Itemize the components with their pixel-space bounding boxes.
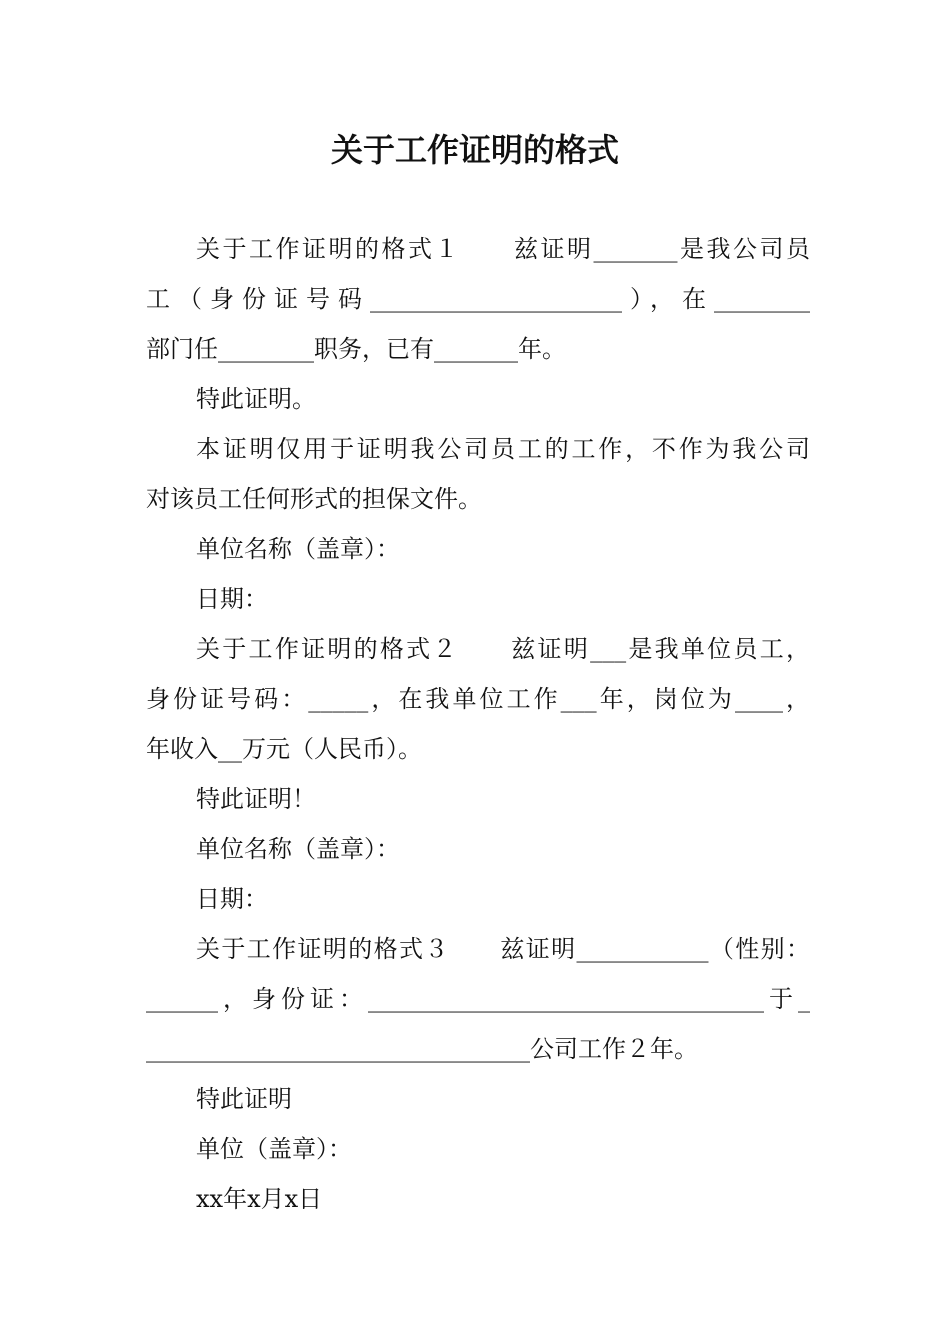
paragraph-line: 关于工作证明的格式２ 兹证明___是我单位员工， — [196, 635, 810, 663]
paragraph-line: 单位名称（盖章）： — [196, 835, 400, 863]
paragraph-line: 日期： — [196, 585, 268, 613]
paragraph-line: ________________________________公司工作２年。 — [146, 1035, 698, 1063]
paragraph-line: 单位（盖章）： — [196, 1135, 352, 1163]
paragraph-line: 本证明仅用于证明我公司员工的工作，不作为我公司 — [196, 435, 810, 463]
paragraph-line: 部门任________职务，已有_______年。 — [146, 335, 566, 363]
document-title: 关于工作证明的格式 — [330, 131, 619, 169]
paragraph-line: 对该员工任何形式的担保文件。 — [146, 485, 482, 513]
paragraph-line: 单位名称（盖章）： — [196, 535, 400, 563]
paragraph-line: 关于工作证明的格式３ 兹证明___________（性别： — [196, 935, 810, 963]
paragraph-line: 身份证号码：_____，在我单位工作___年，岗位为____， — [146, 685, 810, 713]
paragraph-line: 年收入__万元（人民币）。 — [146, 735, 422, 763]
paragraph-line: 工（身份证号码_____________________），在________ — [146, 285, 810, 313]
paragraph-line: 关于工作证明的格式１ 兹证明_______是我公司员 — [196, 235, 810, 263]
paragraph-line: 特此证明！ — [196, 785, 316, 813]
paragraph-line: 特此证明。 — [196, 385, 316, 413]
paragraph-line: ______，身份证：_________________________________于_ — [146, 985, 810, 1013]
paragraph-line: xx年x月x日 — [196, 1185, 323, 1213]
paragraph-line: 日期： — [196, 885, 268, 913]
paragraph-line: 特此证明 — [196, 1085, 292, 1113]
